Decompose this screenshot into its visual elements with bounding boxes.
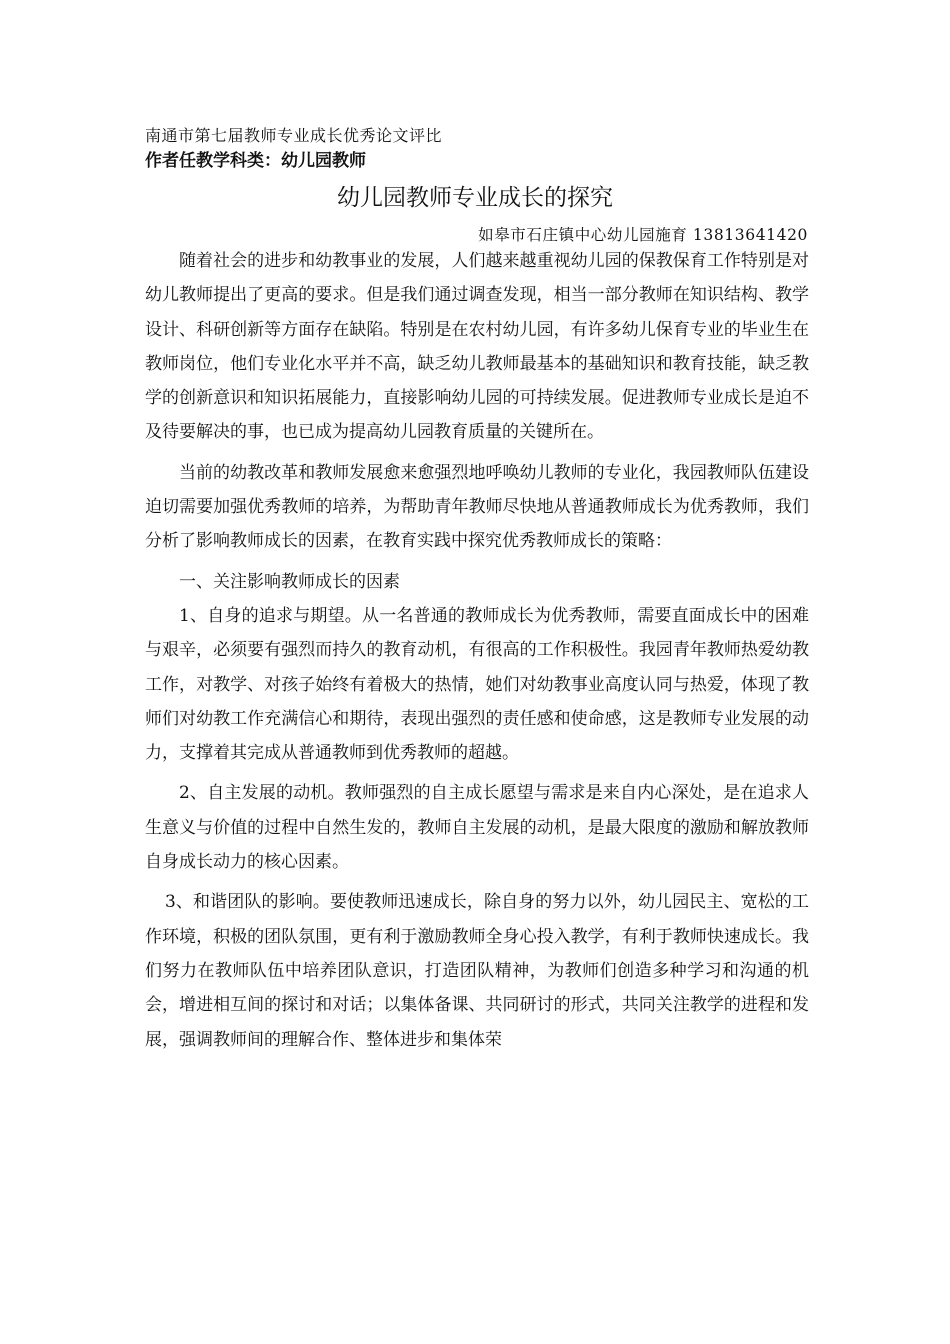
paragraph: 当前的幼教改革和教师发展愈来愈强烈地呼唤幼儿教师的专业化，我园教师队伍建设迫切需要加强优秀教师的培养，为帮助青年教师尽快地从普通教师成长为优秀教师，我们分析了影响教师成长的因素，在教育实践中探究优秀教师成长的策略：: [145, 462, 809, 552]
paragraph: 2、自主发展的动机。教师强烈的自主成长愿望与需求是来自内心深处，是在追求人生意义与价值的过程中自然生发的，教师自主发展的动机，是最大限度的激励和解放教师自身成长动力的核心因素。: [145, 783, 809, 873]
article-title: 幼儿园教师专业成长的探究: [337, 185, 613, 211]
contest-name: 南通市第七届教师专业成长优秀论文评比: [145, 126, 443, 145]
section-heading: 一、关注影响教师成长的因素: [179, 571, 400, 592]
paragraph: 3、和谐团队的影响。要使教师迅速成长，除自身的努力以外，幼儿园民主、宽松的工作环境，积极的团队氛围，更有利于激励教师全身心投入教学，有利于教师快速成长。我们努力在教师队伍中培养团队意识，打造团队精神，为教师们创造多种学习和沟通的机会，增进相互间的探讨和对话；以集体备课、共同研讨的形式，共同关注教学的进程和发展，强调教师间的理解合作、整体进步和集体荣: [145, 892, 809, 1050]
author-category: 作者任教学科类：幼儿园教师: [145, 151, 366, 171]
paragraph: 1、自身的追求与期望。从一名普通的教师成长为优秀教师，需要直面成长中的困难与艰辛，必须要有强烈而持久的教育动机，有很高的工作积极性。我园青年教师热爱幼教工作，对教学、对孩子始终有着极大的热情，她们对幼教事业高度认同与热爱，体现了教师们对幼教工作充满信心和期待，表现出强烈的责任感和使命感，这是教师专业发展的动力，支撑着其完成从普通教师到优秀教师的超越。: [145, 605, 809, 764]
article-body: [145, 244, 809, 1063]
paragraph: 随着社会的进步和幼教事业的发展，人们越来越重视幼儿园的保教保育工作特别是对幼儿教师提出了更高的要求。但是我们通过调查发现，相当一部分教师在知识结构、教学设计、科研创新等方面存在缺陷。特别是在农村幼儿园，有许多幼儿保育专业的毕业生在教师岗位，他们专业化水平并不高，缺乏幼儿教师最基本的基础知识和教育技能，缺乏教学的创新意识和知识拓展能力，直接影响幼儿园的可持续发展。促进教师专业成长是迫不及待要解决的事，也已成为提高幼儿园教育质量的关键所在。: [145, 251, 809, 443]
author-line: 如皋市石庄镇中心幼儿园施育 13813641420: [478, 226, 808, 244]
